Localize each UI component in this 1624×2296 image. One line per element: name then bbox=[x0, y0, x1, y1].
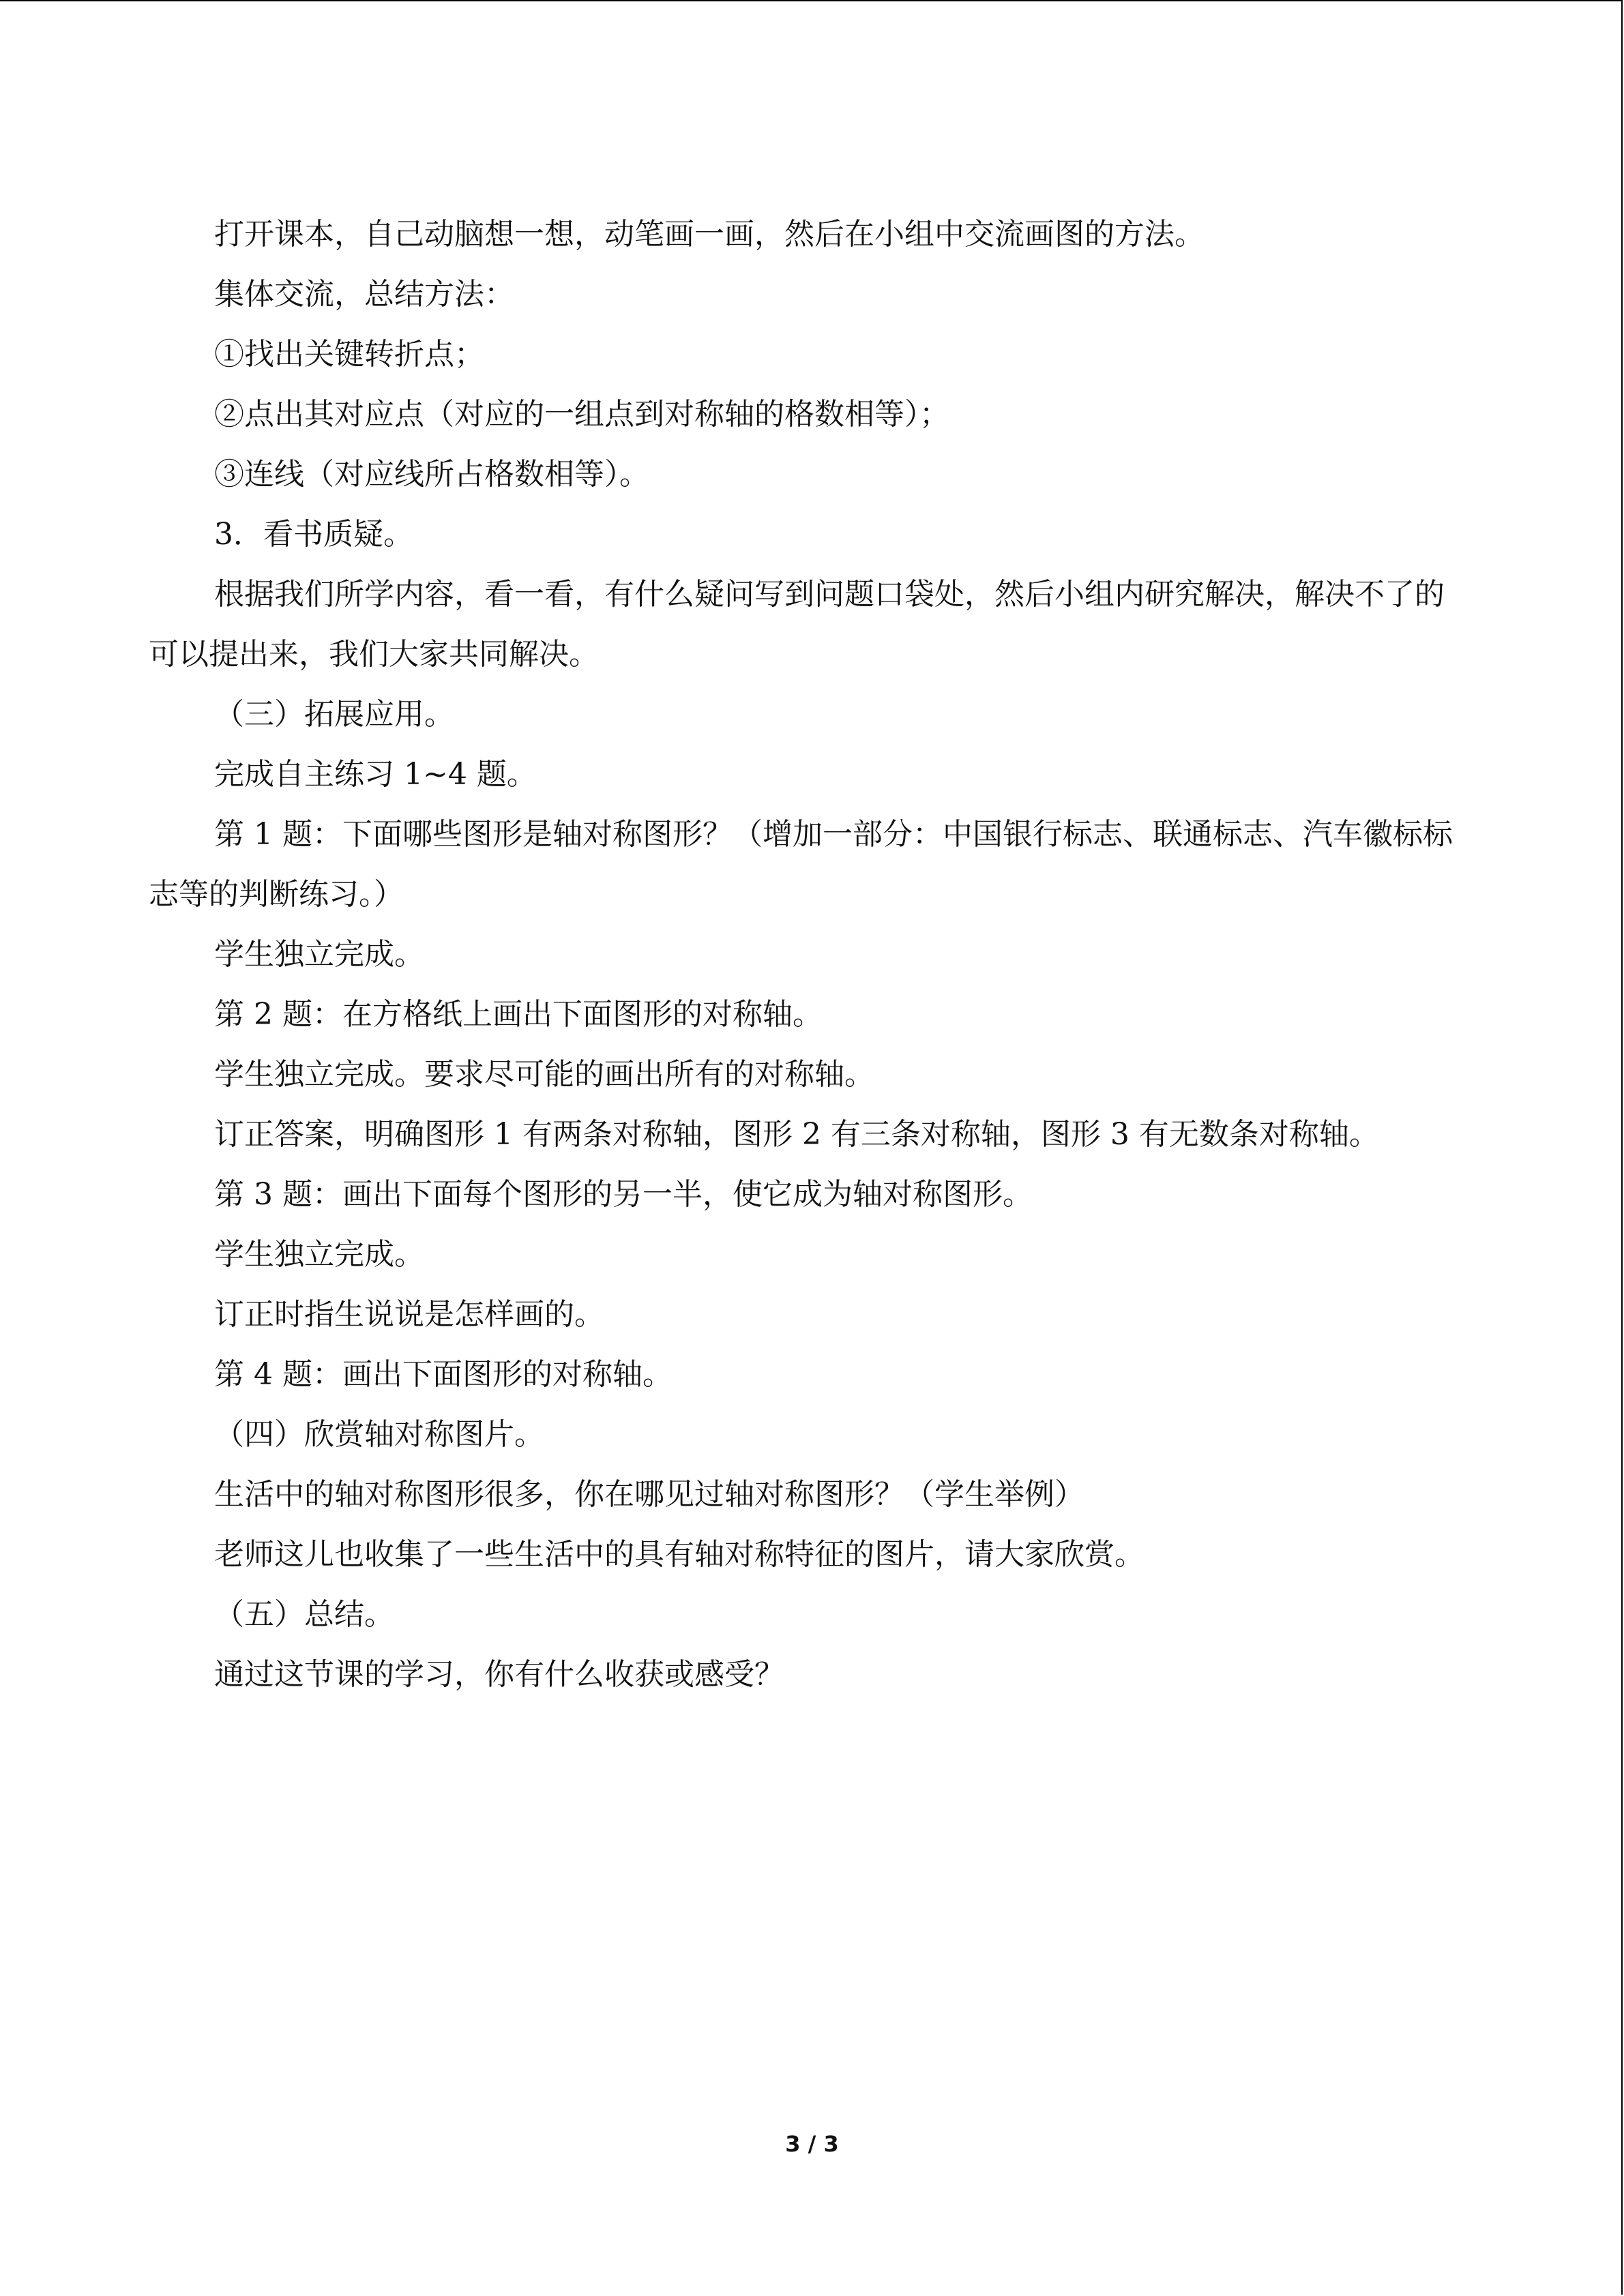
paragraph: 打开课本，自己动脑想一想，动笔画一画，然后在小组中交流画图的方法。 bbox=[214, 217, 1205, 252]
paragraph: 第 3 题：画出下面每个图形的另一半，使它成为轴对称图形。 bbox=[214, 1177, 1033, 1212]
paragraph: （五）总结。 bbox=[214, 1597, 394, 1632]
paragraph: 集体交流，总结方法： bbox=[214, 277, 514, 312]
paragraph: ③连线（对应线所占格数相等）。 bbox=[214, 457, 649, 492]
paragraph: 生活中的轴对称图形很多，你在哪见过轴对称图形？（学生举例） bbox=[214, 1477, 1084, 1512]
paragraph: 第 2 题：在方格纸上画出下面图形的对称轴。 bbox=[214, 997, 823, 1032]
document-body bbox=[149, 205, 1462, 1705]
page-number: 3 / 3 bbox=[785, 2131, 839, 2157]
paragraph: ②点出其对应点（对应的一组点到对称轴的格数相等）； bbox=[214, 397, 949, 432]
paragraph: 学生独立完成。 bbox=[214, 1237, 424, 1272]
paragraph: 学生独立完成。要求尽可能的画出所有的对称轴。 bbox=[214, 1057, 874, 1092]
paragraph: 通过这节课的学习，你有什么收获或感受？ bbox=[214, 1657, 784, 1692]
paragraph: 完成自主练习 1~4 题。 bbox=[214, 757, 537, 792]
paragraph: 第 1 题：下面哪些图形是轴对称图形？（增加一部分：中国银行标志、联通标志、汽车徽标标志等的判断练习。） bbox=[149, 817, 1453, 912]
paragraph: 学生独立完成。 bbox=[214, 937, 424, 972]
paragraph: ①找出关键转折点； bbox=[214, 337, 484, 372]
paragraph: 3．看书质疑。 bbox=[214, 517, 413, 552]
paragraph: （四）欣赏轴对称图片。 bbox=[214, 1417, 544, 1452]
paragraph: 根据我们所学内容，看一看，有什么疑问写到问题口袋处，然后小组内研究解决，解决不了的可以提出来，我们大家共同解决。 bbox=[149, 577, 1445, 672]
paragraph: 订正答案，明确图形 1 有两条对称轴，图形 2 有三条对称轴，图形 3 有无数条对称轴。 bbox=[214, 1117, 1379, 1152]
paragraph: （三）拓展应用。 bbox=[214, 697, 454, 732]
paragraph: 老师这儿也收集了一些生活中的具有轴对称特征的图片，请大家欣赏。 bbox=[214, 1537, 1145, 1572]
paragraph: 第 4 题：画出下面图形的对称轴。 bbox=[214, 1357, 673, 1392]
paragraph: 订正时指生说说是怎样画的。 bbox=[214, 1297, 604, 1332]
